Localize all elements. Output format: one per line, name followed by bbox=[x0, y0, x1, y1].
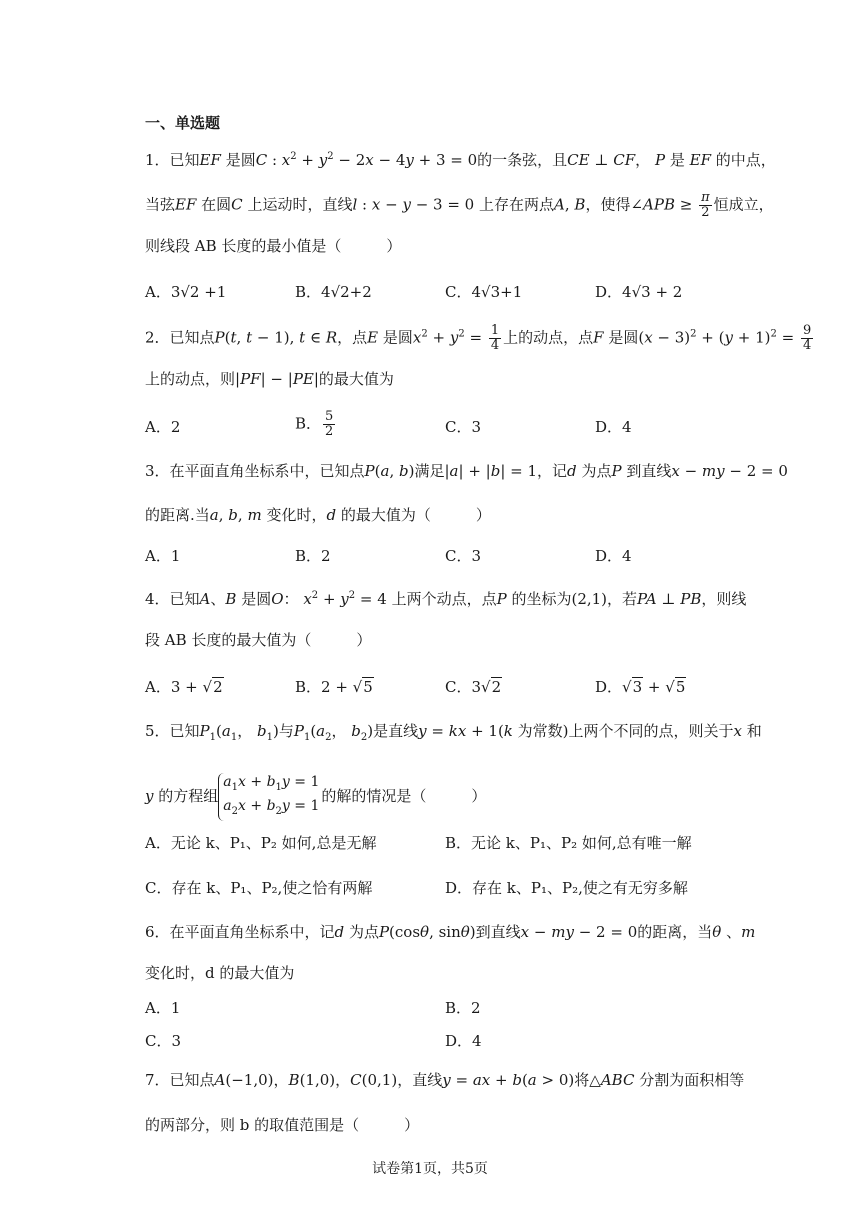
q6-option-a: A．1 bbox=[145, 999, 181, 1017]
q4-option-d: D．√3 + √5 bbox=[595, 678, 686, 696]
q5-line-1: 5．已知$P_1(a_1$， $b_1$)与$P_1(a_2$， $b_2$)是直线y = kx + 1(k 为常数)上两个不同的点，则关于x 和 bbox=[145, 722, 762, 743]
q1-option-c: C．4√3+1 bbox=[445, 283, 523, 301]
q1-option-d: D．4√3 + 2 bbox=[595, 283, 683, 301]
q6-line-1: 6．在平面直角坐标系中，记d 为点P(cosθ, sinθ)到直线x − my − 2 = 0的距离，当θ 、m bbox=[145, 923, 756, 941]
q2-option-b: B． $\frac{5}{2}$ bbox=[295, 409, 334, 439]
q6-option-c: C．3 bbox=[145, 1032, 182, 1050]
q4-line-1: 4．已知A、B 是圆O： $x^2 + y^2 = 4$ 上两个动点，点P 的坐标为(2,1)，若PA ⊥ PB，则线 bbox=[145, 590, 747, 608]
q4-option-b: B．2 + √5 bbox=[295, 678, 373, 696]
q2-option-c: C．3 bbox=[445, 418, 482, 436]
section-title: 一、单选题 bbox=[145, 114, 221, 132]
q2-line-1: 2．已知点P(t, t − 1), t ∈ R，点E 是圆$x^2 + y^2$ = $\frac{1}{4}$ 上的动点，点F 是圆$(x - 3)^2 + (y + 1)^2$ = $\frac{9}{4}$ bbox=[145, 323, 812, 353]
q3-line-2: 的距离.当a, b, m 变化时，d 的最大值为（ ） bbox=[145, 506, 491, 524]
q6-option-b: B．2 bbox=[445, 999, 481, 1017]
q6-line-2: 变化时，d 的最大值为 bbox=[145, 964, 295, 982]
q4-option-c: C．3√2 bbox=[445, 678, 502, 696]
q2-option-a: A．2 bbox=[145, 418, 181, 436]
q1-line-1: 1．已知EF 是圆C : $x^2 + y^2 - 2x - 4y + 3 = 0$的一条弦，且CE ⊥ CF， P 是 EF 的中点， bbox=[145, 151, 776, 169]
q3-option-b: B．2 bbox=[295, 547, 331, 565]
q3-line-1: 3．在平面直角坐标系中，已知点P(a, b)满足|a| + |b| = 1，记d 为点P 到直线x − my − 2 = 0 bbox=[145, 462, 788, 480]
q1-line-2: 当弦EF 在圆C 上运动时，直线l : x − y − 3 = 0 上存在两点A, B，使得∠APB ≥ $\frac{\pi}{2}$ 恒成立， bbox=[145, 190, 774, 220]
q5-line-2: y 的方程组$a_1x + b_1y = 1$ $a_2x + b_2y = 1$的解的情况是（ ） bbox=[145, 773, 486, 821]
q4-line-2: 段 AB 长度的最大值为（ ） bbox=[145, 631, 372, 649]
q1-option-a: A．3√2 +1 bbox=[145, 283, 227, 301]
q7-line-2: 的两部分，则 b 的取值范围是（ ） bbox=[145, 1116, 420, 1134]
q3-option-c: C．3 bbox=[445, 547, 482, 565]
q1-line-3: 则线段 AB 长度的最小值是（ ） bbox=[145, 237, 402, 255]
q3-option-d: D．4 bbox=[595, 547, 632, 565]
q3-option-a: A．1 bbox=[145, 547, 181, 565]
q1-option-b: B．4√2+2 bbox=[295, 283, 372, 301]
q5-option-d: D．存在 k、P₁、P₂,使之有无穷多解 bbox=[445, 879, 688, 897]
page-footer: 试卷第1页，共5页 bbox=[372, 1161, 488, 1177]
q7-line-1: 7．已知点A(−1,0)，B(1,0)，C(0,1)，直线y = ax + b(a > 0)将△ABC 分割为面积相等 bbox=[145, 1071, 745, 1089]
q5-option-b: B．无论 k、P₁、P₂ 如何,总有唯一解 bbox=[445, 834, 692, 852]
q6-option-d: D．4 bbox=[445, 1032, 482, 1050]
q4-option-a: A．3 + √2 bbox=[145, 678, 223, 696]
q5-option-a: A．无论 k、P₁、P₂ 如何,总是无解 bbox=[145, 834, 377, 852]
q5-option-c: C．存在 k、P₁、P₂,使之恰有两解 bbox=[145, 879, 373, 897]
q2-option-d: D．4 bbox=[595, 418, 632, 436]
q2-line-2: 上的动点，则|PF| − |PE|的最大值为 bbox=[145, 370, 394, 388]
